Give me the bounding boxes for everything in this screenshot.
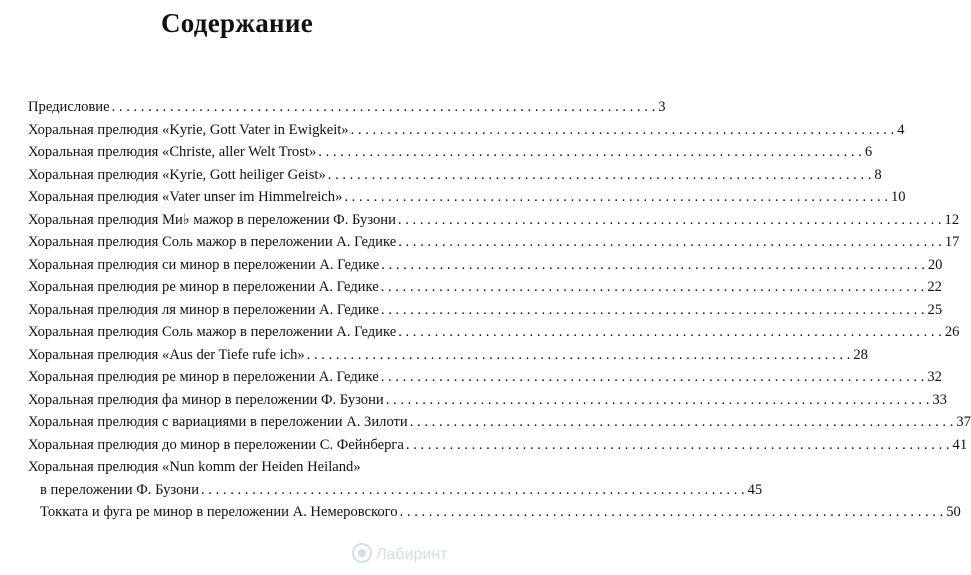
page-title: Содержание <box>160 8 314 38</box>
toc-entry <box>28 186 906 209</box>
toc-entry-title: Хоральная прелюдия «Vater unser im Himmelreich» <box>28 189 343 205</box>
toc-dot-leader <box>342 186 888 209</box>
toc-dot-leader <box>326 164 872 187</box>
toc-dot-leader <box>305 344 851 367</box>
toc-entry-title: Хоральная прелюдия Соль мажор в переложении А. Гедике <box>28 324 397 340</box>
toc-entry-page: 20 <box>927 256 943 273</box>
toc-dot-leader <box>379 299 925 322</box>
toc-entry-title: Хоральная прелюдия Соль мажор в переложении А. Гедике <box>28 234 397 250</box>
toc-entry <box>28 96 666 119</box>
toc-entry-page: 22 <box>927 279 942 295</box>
toc-dot-leader <box>110 96 656 119</box>
toc-dot-leader <box>316 141 862 164</box>
toc-entry-page: 8 <box>874 166 882 183</box>
toc-entry <box>28 389 947 412</box>
toc-entry-title: Хоральная прелюдия «Aus der Tiefe rufe ich» <box>28 346 305 363</box>
toc-entry-title: Хоральная прелюдия Ми♭ мажор в переложении Ф. Бузони <box>28 211 396 228</box>
table-of-contents <box>28 96 971 524</box>
toc-dot-leader <box>349 119 895 142</box>
toc-entry-title: Хоральная прелюдия фа минор в переложении Ф. Бузони <box>28 391 384 408</box>
toc-entry <box>28 434 968 457</box>
toc-dot-leader <box>379 254 925 277</box>
toc-entry <box>28 344 868 367</box>
toc-entry-page: 25 <box>927 301 943 318</box>
toc-dot-leader <box>199 479 745 502</box>
toc-entry-page: 50 <box>946 504 961 520</box>
toc-dot-leader <box>404 434 950 457</box>
toc-entry-page: 33 <box>932 391 947 408</box>
toc-entry <box>28 231 960 254</box>
toc-entry-continuation <box>28 479 763 502</box>
toc-entry-title: Хоральная прелюдия с вариациями в переложении А. Зилоти <box>28 414 408 430</box>
toc-entry-title: Хоральная прелюдия си минор в переложении А. Гедике <box>28 256 380 273</box>
toc-dot-leader <box>384 389 930 412</box>
toc-entry-title: Хоральная прелюдия «Nun komm der Heiden Heiland» <box>28 459 361 475</box>
toc-entry-title: Хоральная прелюдия «Kyrie, Gott heiliger Geist» <box>28 166 326 183</box>
toc-entry-page: 3 <box>658 99 666 115</box>
toc-entry-title: Хоральная прелюдия ля минор в переложении А. Гедике <box>28 301 379 318</box>
toc-entry-title: в переложении Ф. Бузони <box>40 481 199 498</box>
toc-entry-page: 12 <box>944 211 960 228</box>
toc-entry-title: Хоральная прелюдия ре минор в переложении А. Гедике <box>28 369 379 385</box>
toc-dot-leader <box>396 231 942 254</box>
toc-dot-leader <box>408 411 954 434</box>
toc-entry <box>28 164 882 187</box>
toc-entry <box>28 276 942 299</box>
toc-dot-leader <box>379 276 925 299</box>
toc-entry-title: Хоральная прелюдия ре минор в переложении А. Гедике <box>28 279 379 295</box>
toc-entry-page: 10 <box>891 189 906 205</box>
toc-dot-leader <box>396 209 942 232</box>
toc-entry <box>28 501 961 524</box>
toc-entry-page: 26 <box>944 324 960 340</box>
toc-entry <box>28 119 905 142</box>
toc-entry-page: 17 <box>944 234 960 250</box>
toc-entry <box>28 299 943 322</box>
toc-dot-leader <box>379 366 925 389</box>
toc-entry-title: Токката и фуга ре минор в переложении А. Немеровского <box>40 504 398 520</box>
toc-entry-page: 6 <box>864 144 873 160</box>
toc-entry <box>28 411 971 434</box>
toc-entry-page: 32 <box>927 369 942 385</box>
toc-dot-leader <box>398 501 944 524</box>
toc-entry-page: 28 <box>853 346 868 363</box>
toc-entry-page: 45 <box>747 481 763 498</box>
toc-entry-page: 4 <box>897 121 905 138</box>
toc-entry-title: Хоральная прелюдия «Christe, aller Welt Trost» <box>28 144 317 160</box>
toc-entry-page: 37 <box>956 414 971 430</box>
toc-entry <box>28 209 960 232</box>
toc-entry <box>28 321 960 344</box>
toc-entry-title: Хоральная прелюдия «Kyrie, Gott Vater in Ewigkeit» <box>28 121 349 138</box>
watermark-text: Лабиринт <box>376 546 448 563</box>
toc-entry <box>28 456 456 479</box>
toc-entry <box>28 254 943 277</box>
toc-entry <box>28 141 873 164</box>
toc-entry-title: Предисловие <box>28 99 110 115</box>
toc-entry-page: 41 <box>952 436 968 453</box>
labirint-watermark-logo <box>348 537 468 569</box>
toc-entry-title: Хоральная прелюдия до минор в переложении С. Фейнберга <box>28 436 404 453</box>
toc-dot-leader <box>396 321 942 344</box>
toc-entry <box>28 366 942 389</box>
